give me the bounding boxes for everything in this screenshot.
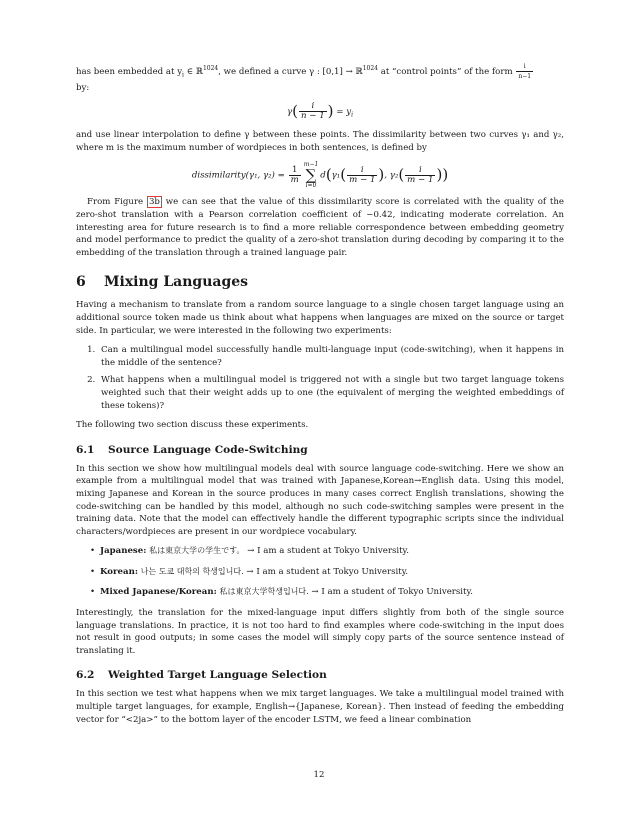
fraction-numerator: i (405, 166, 435, 176)
intro-sup: 1024 (362, 65, 378, 73)
fraction-numerator: i (516, 62, 533, 72)
equation-curve: γ( $\frac{i}{n - 1}$ ) = $y_i$ (287, 100, 353, 121)
section-title: Mixing Languages (104, 274, 249, 291)
example-label: Korean: (100, 566, 138, 577)
section6-paragraph: The following two section discuss these experiments. (76, 420, 309, 431)
page-number: 12 (313, 770, 325, 780)
section-number: 6 (76, 274, 86, 291)
section62-paragraph: In this section we test what happens when we mix target languages. We take a multilingual model trained with multiple target languages, for example, English→{Japanese, Korean}. Then instead of feeding the embedding vector for “<2ja>” to the bottom layer of the encoder LSTM, we feed a linear combination (76, 689, 564, 725)
example-target: → I am a student at Tokyo University. (244, 546, 410, 557)
equation-fraction (289, 166, 301, 185)
example-source: 나는 도쿄 대학의 학생입니다. (140, 566, 244, 576)
intro-paragraph (76, 62, 564, 95)
fraction-denominator: m (290, 174, 299, 185)
fraction-denominator: m − 1 (407, 174, 434, 185)
section61-paragraph: In this section we show how multilingual models deal with source language code-switching. Here we show an example from a multilingual model that was trained with Japanese,Korean→English data. Using this model, mixing Japanese and Korean in the source produces in many cases correct English translations, showing the code-switching can be handled by this model, although no such code-switching samples were present in the training data. Note that the model can effectively handle the different typographic scripts since the individual characters/wordpieces are present in our wordpiece vocabulary. (76, 463, 564, 537)
list-item (100, 586, 564, 599)
intro-text: ∈ ℝ (183, 67, 203, 77)
summation (304, 161, 319, 189)
sum-symbol: ∑ (305, 166, 317, 185)
section61-paragraph: Interestingly, the translation for the mixed-language input differs slightly from both of the single source language translations. In practice, it is not too hard to find examples where code-switching in the input does not result in good outputs; in some cases the model will simply copy parts of the source sentence instead of translating it. (76, 608, 564, 656)
list-item: 2. What happens when a multilingual model is triggered not with a single but two target language tokens weighted such that their weight adds up to one (the equivalent of merging the weighted embeddings of these tokens)? (98, 374, 564, 412)
paragraph-text: we can see that the value of this dissimilarity score is correlated with the quality of the zero-shot translation with a Pearson correlation coefficient of −0.42, indicating moderate correlation. An interesting area for future research is to find a more reliable correspondence between embedding geometry and model performance to predict the quality of a zero-shot translation during decoding by comparing it to the embedding of the translation through a trained language pair. (76, 197, 564, 258)
example-label: Japanese: (100, 546, 147, 557)
equation-rhs: = y (336, 106, 352, 117)
intro-text: by: (76, 83, 90, 94)
fraction-numerator: i (299, 102, 327, 112)
section6-paragraph: Having a mechanism to translate from a random source language to a single chosen target language using an additional source token made us think about what happens when languages are mixed on the source or target side. In particular, we were interested in the following two experiments: (76, 300, 564, 336)
experiments-list (76, 344, 564, 412)
example-source: 私は東京大学학생입니다. (219, 587, 309, 597)
subsection-title: Weighted Target Language Selection (108, 669, 327, 682)
subsection-number: 6.1 (76, 443, 95, 456)
equation-lhs: dissimilarity(γ₁, γ₂) = (191, 170, 285, 181)
fraction-denominator: m − 1 (349, 174, 376, 185)
equation-dissimilarity: dissimilarity(γ₁, γ₂) = $\frac{1}{m}$ m−1 ∑ i=0 d(γ₁( $\frac{i}{m - 1}$ ), γ₂( $\frac{i}{m - 1}$ )) (191, 161, 449, 190)
equation-symbol: d (320, 170, 326, 181)
list-item (100, 566, 564, 579)
intro-sup: 1024 (202, 65, 219, 73)
sum-lower-limit: i=0 (305, 182, 317, 190)
intro-text: has been embedded at y (76, 67, 183, 77)
equation-fraction (405, 166, 435, 185)
intro-sub: i (182, 71, 184, 79)
equation-symbol: γ (287, 106, 293, 117)
sum-upper-limit: m−1 (303, 161, 319, 169)
fraction-denominator: n−1 (518, 73, 532, 80)
subsection-title: Source Language Code-Switching (108, 443, 308, 456)
list-item (100, 545, 564, 558)
figure-reference-link[interactable]: 3b (148, 197, 160, 208)
control-point-fraction (516, 62, 533, 81)
fraction-numerator: 1 (289, 166, 301, 176)
fraction-numerator: i (347, 166, 377, 176)
example-label: Mixed Japanese/Korean: (100, 587, 217, 598)
section-heading (76, 273, 564, 291)
example-target: → I am a student at Tokyo University. (243, 566, 409, 577)
list-item: 1. Can a multilingual model successfully handle multi-language input (code-switching), when it happens in the middle of the sentence? (98, 344, 564, 369)
paragraph-figure-discussion (76, 196, 564, 259)
paper-page (76, 62, 564, 733)
intro-text: , we defined a curve γ : [0,1] → ℝ (218, 67, 363, 77)
intro-text: at “control points” of the form (377, 67, 516, 77)
subsection-number: 6.2 (76, 669, 95, 682)
equation-symbol: , γ₂ (384, 170, 399, 181)
equation-fraction (299, 102, 327, 121)
equation-fraction (347, 166, 377, 185)
paragraph-text: From Figure (87, 197, 147, 208)
equation-symbol: γ₁ (331, 170, 341, 181)
example-target: → I am a student of Tokyo University. (308, 587, 473, 598)
subsection-heading (76, 668, 564, 682)
example-source: 私は東京大学の学生です。 (149, 546, 245, 556)
subsection-heading (76, 443, 564, 457)
paragraph-interpolation: and use linear interpolation to define γ between these points. The dissimilarity between two curves γ₁ and γ₂, where m is the maximum number of wordpieces in both sentences, is defined by (76, 130, 564, 153)
fraction-denominator: n − 1 (301, 110, 325, 121)
equation-sub: i (351, 111, 353, 119)
translation-examples-list (76, 545, 564, 599)
